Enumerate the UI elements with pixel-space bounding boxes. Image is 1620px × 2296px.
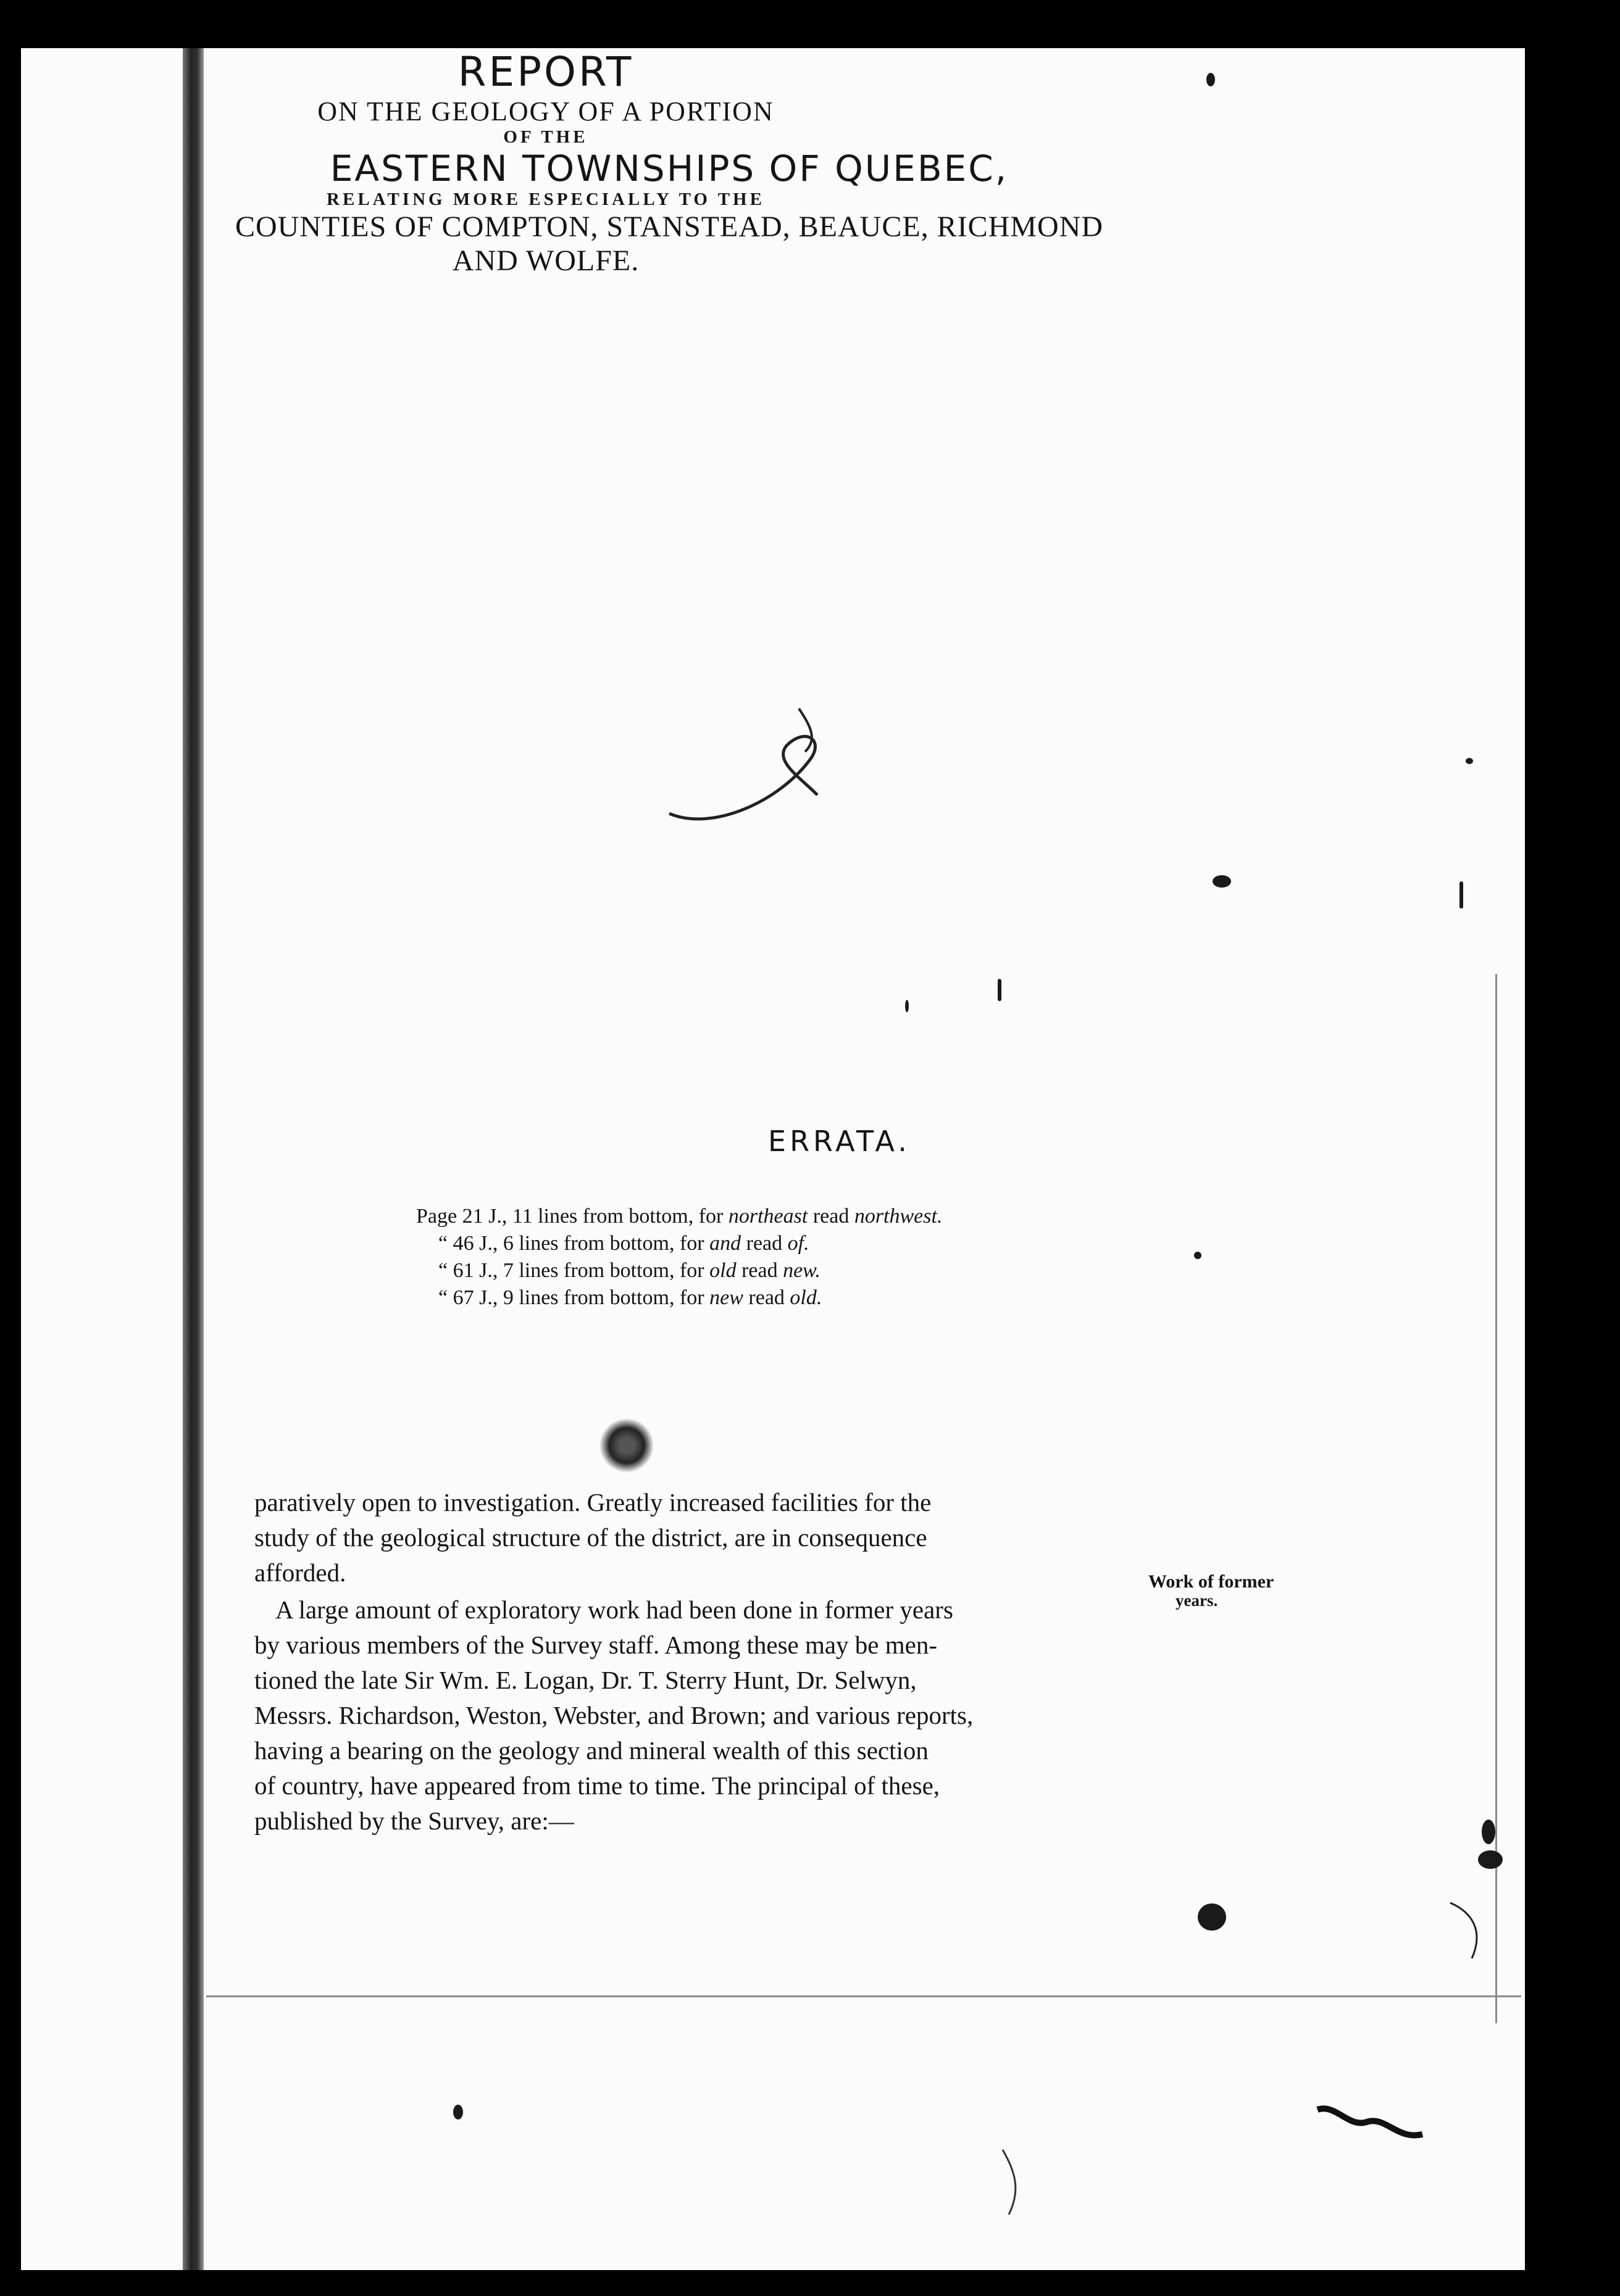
errata-page: Page 21 (416, 1205, 483, 1228)
errata-right: northwest. (854, 1205, 943, 1228)
margin-note-line: years. (1175, 1591, 1218, 1610)
errata-entry (416, 1286, 942, 1310)
body-line: Messrs. Richardson, Weston, Webster, and Brown; and various reports, (254, 1701, 974, 1729)
errata-heading: ERRATA. (768, 1125, 911, 1158)
title-report: REPORT (457, 48, 634, 96)
errata-page: “ 46 (438, 1232, 474, 1255)
body-line: tioned the late Sir Wm. E. Logan, Dr. T. Sterry Hunt, Dr. Selwyn, (254, 1666, 917, 1694)
body-line: paratively open to investigation. Greatly increased facilities for the (254, 1488, 932, 1516)
errata-entry (416, 1259, 942, 1283)
errata-mid: read (741, 1232, 788, 1255)
body-line: A large amount of exploratory work had been done in former years (275, 1595, 953, 1624)
body-line: published by the Survey, are:— (254, 1807, 574, 1835)
title-subtitle: ON THE GEOLOGY OF A PORTION (317, 96, 774, 127)
errata-entry (416, 1232, 942, 1255)
scan-speck (998, 979, 1001, 1001)
errata-page: “ 67 (438, 1286, 474, 1309)
scan-speck (1459, 881, 1463, 909)
errata-wrong: northeast (728, 1205, 808, 1228)
body-line: by various members of the Survey staff. Among these may be men- (254, 1631, 937, 1659)
body-line: afforded. (254, 1558, 346, 1587)
errata-right: old. (790, 1286, 822, 1309)
errata-entry (416, 1205, 942, 1228)
errata-mid: read (743, 1286, 790, 1309)
scan-speck (1482, 1820, 1495, 1844)
body-line: of country, have appeared from time to time. The principal of these, (254, 1771, 940, 1800)
errata-wrong: and (709, 1232, 741, 1255)
title-counties-line1: COUNTIES OF COMPTON, STANSTEAD, BEAUCE, RICHMOND (235, 210, 1104, 243)
title-counties-line2: AND WOLFE. (452, 244, 640, 277)
scan-speck (1466, 758, 1473, 764)
scan-speck (1194, 1252, 1201, 1259)
binding-edge (183, 48, 204, 2270)
ink-blot (600, 1417, 653, 1474)
scan-speck (1213, 875, 1231, 888)
margin-note (1148, 1573, 1321, 1610)
margin-note-line: Work of former (1148, 1571, 1274, 1592)
scan-scratch (1311, 2097, 1435, 2153)
errata-page: “ 61 (438, 1259, 474, 1282)
scan-speck (1206, 73, 1215, 86)
errata-right: new. (783, 1259, 820, 1282)
errata-mid: read (736, 1259, 783, 1282)
errata-ref: J., 11 lines from bottom, for (483, 1205, 729, 1228)
body-paragraph-1 (254, 1485, 1162, 1591)
pen-mark-swirl (657, 702, 854, 838)
scan-speck (1478, 1850, 1503, 1869)
body-line: having a bearing on the geology and mineral wealth of this section (254, 1736, 929, 1765)
scan-speck (453, 2105, 463, 2119)
errata-wrong: old (709, 1259, 737, 1282)
errata-ref: J., 6 lines from bottom, for (474, 1232, 710, 1255)
errata-wrong: new (709, 1286, 743, 1309)
title-region: EASTERN TOWNSHIPS OF QUEBEC, (330, 148, 1009, 189)
scan-scratch (1447, 1900, 1497, 1961)
errata-right: of. (787, 1232, 809, 1255)
errata-ref: J., 7 lines from bottom, for (474, 1259, 710, 1282)
scanned-page (21, 48, 1525, 2270)
errata-mid: read (808, 1205, 854, 1228)
body-line: study of the geological structure of the district, are in consequence (254, 1523, 927, 1552)
page-fold-line-bottom (206, 1995, 1521, 1997)
title-of-the: OF THE (503, 127, 588, 147)
errata-ref: J., 9 lines from bottom, for (474, 1286, 710, 1309)
scan-scratch (996, 2147, 1033, 2221)
errata-list (416, 1205, 942, 1310)
scan-speck (905, 1000, 909, 1012)
title-relating: RELATING MORE ESPECIALLY TO THE (327, 189, 765, 209)
body-paragraph-2 (254, 1592, 1162, 1839)
scan-speck (1198, 1903, 1226, 1931)
